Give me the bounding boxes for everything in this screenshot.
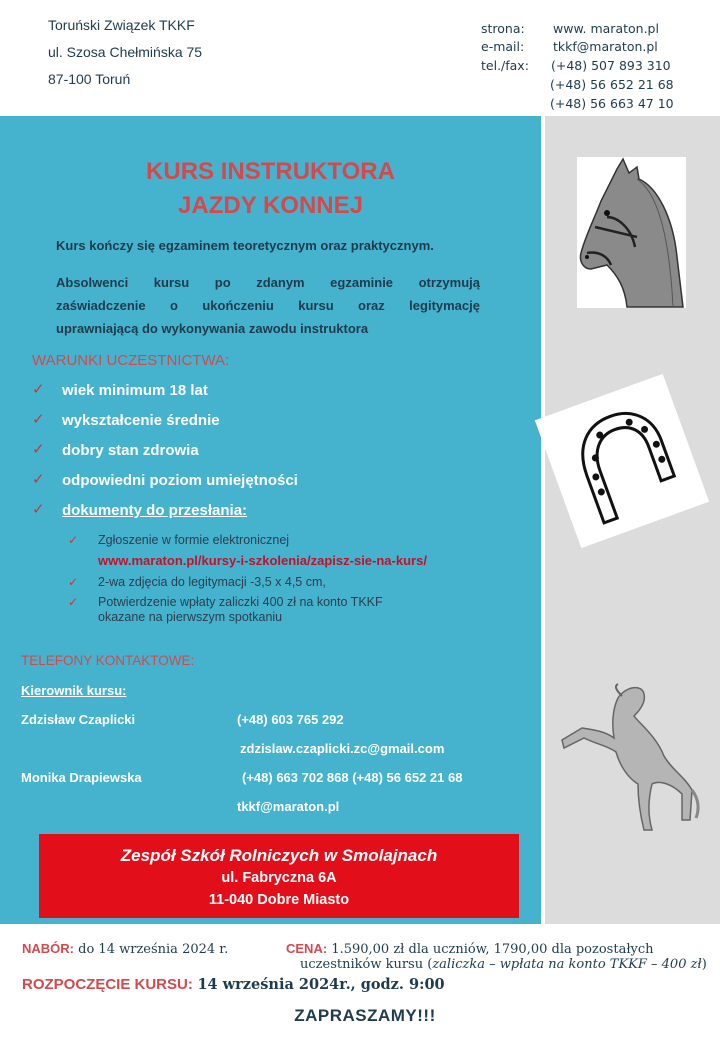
venue-street: ul. Fabryczna 6A	[221, 870, 337, 886]
check-icon: ✓	[68, 595, 79, 609]
check-icon: ✓	[32, 501, 45, 518]
course-intro: Kurs kończy się egzaminem teoretycznym oraz praktycznym.	[56, 238, 434, 253]
rearing-horse-icon	[556, 680, 704, 836]
person-email[interactable]: tkkf@maraton.pl	[237, 799, 340, 814]
recruitment-value: do 14 września 2024 r.	[78, 942, 229, 957]
contact-email[interactable]: tkkf@maraton.pl	[553, 39, 658, 54]
document-payment-2: okazane na pierwszym spotkaniu	[98, 610, 283, 624]
venue-box	[39, 834, 519, 918]
price-line1: 1.590,00 zł dla uczniów, 1790,00 dla pozostałych	[331, 942, 654, 957]
check-icon: ✓	[32, 441, 45, 458]
document-form-link[interactable]: www.maraton.pl/kursy-i-szkolenia/zapisz-sie-na-kurs/	[98, 553, 427, 568]
horse-head-image	[577, 157, 686, 308]
price-deposit-note: zaliczka – wpłata na konto TKKF – 400 zł	[432, 957, 702, 972]
course-description-2: zaświadczenie o ukończeniu kursu oraz legitymację	[56, 298, 480, 313]
price-line2: uczestników kursu (	[300, 957, 433, 972]
org-address	[48, 12, 202, 93]
person-phone: (+48) 603 765 292	[237, 712, 344, 727]
horse-head-icon	[577, 157, 686, 308]
document-payment-1: Potwierdzenie wpłaty zaliczki 400 zł na konto TKKF	[98, 595, 383, 609]
condition-text: odpowiedni poziom umiejętności	[62, 472, 298, 489]
check-icon: ✓	[32, 411, 45, 428]
manager-label: Kierownik kursu:	[21, 683, 127, 698]
check-icon: ✓	[68, 575, 79, 589]
contact-phone-label: tel./fax:	[481, 58, 529, 73]
person-name: Zdzisław Czaplicki	[21, 712, 136, 727]
invite-text: ZAPRASZAMY!!!	[294, 1006, 436, 1025]
recruitment-line	[22, 941, 228, 957]
document-photos: 2-wa zdjęcia do legitymacji -3,5 x 4,5 cm,	[98, 575, 326, 589]
phones-heading: TELEFONY KONTAKTOWE:	[21, 653, 195, 668]
course-title-line2: JAZDY KONNEJ	[178, 192, 363, 219]
contact-website-label: strona:	[481, 21, 525, 36]
price-label: CENA:	[286, 941, 328, 956]
org-name: Toruński Związek TKKF	[48, 17, 195, 33]
contact-phone: (+48) 507 893 310	[551, 58, 671, 73]
course-title-line1: KURS INSTRUKTORA	[146, 158, 395, 185]
contact-phone-3: (+48) 56 663 47 10	[550, 96, 674, 111]
contact-phone-2: (+48) 56 652 21 68	[550, 77, 674, 92]
venue-city: 11-040 Dobre Miasto	[208, 892, 350, 908]
price-line2-end: )	[701, 957, 707, 972]
org-street: ul. Szosa Chełmińska 75	[48, 44, 203, 60]
document-form-label: Zgłoszenie w formie elektronicznej	[98, 533, 290, 547]
course-description-3: uprawniającą do wykonywania zawodu instruktora	[56, 321, 369, 336]
start-value: 14 września 2024r., godz. 9:00	[197, 976, 445, 993]
start-line	[22, 976, 445, 993]
rearing-horse-image	[556, 680, 704, 836]
price-line	[286, 941, 706, 972]
condition-text: dobry stan zdrowia	[62, 442, 199, 459]
condition-text-documents: dokumenty do przesłania:	[62, 502, 248, 519]
contact-email-label: e-mail:	[481, 39, 525, 54]
check-icon: ✓	[32, 381, 45, 398]
contact-website[interactable]: www. maraton.pl	[553, 21, 659, 36]
start-label: ROZPOCZĘCIE KURSU:	[22, 976, 193, 993]
person-phone: (+48) 663 702 868 (+48) 56 652 21 68	[242, 770, 463, 785]
course-description-1: Absolwenci kursu po zdanym egzaminie otrzymują	[56, 275, 480, 290]
person-name: Monika Drapiewska	[21, 770, 142, 785]
check-icon: ✓	[68, 533, 79, 547]
venue-name: Zespół Szkół Rolniczych w Smolajnach	[120, 846, 438, 865]
condition-text: wykształcenie średnie	[62, 412, 220, 429]
conditions-heading: WARUNKI UCZESTNICTWA:	[32, 352, 230, 369]
condition-text: wiek minimum 18 lat	[62, 382, 208, 399]
recruitment-label: NABÓR:	[22, 941, 74, 956]
check-icon: ✓	[32, 471, 45, 488]
org-city: 87-100 Toruń	[48, 71, 131, 87]
person-email[interactable]: zdzislaw.czaplicki.zc@gmail.com	[240, 741, 445, 756]
